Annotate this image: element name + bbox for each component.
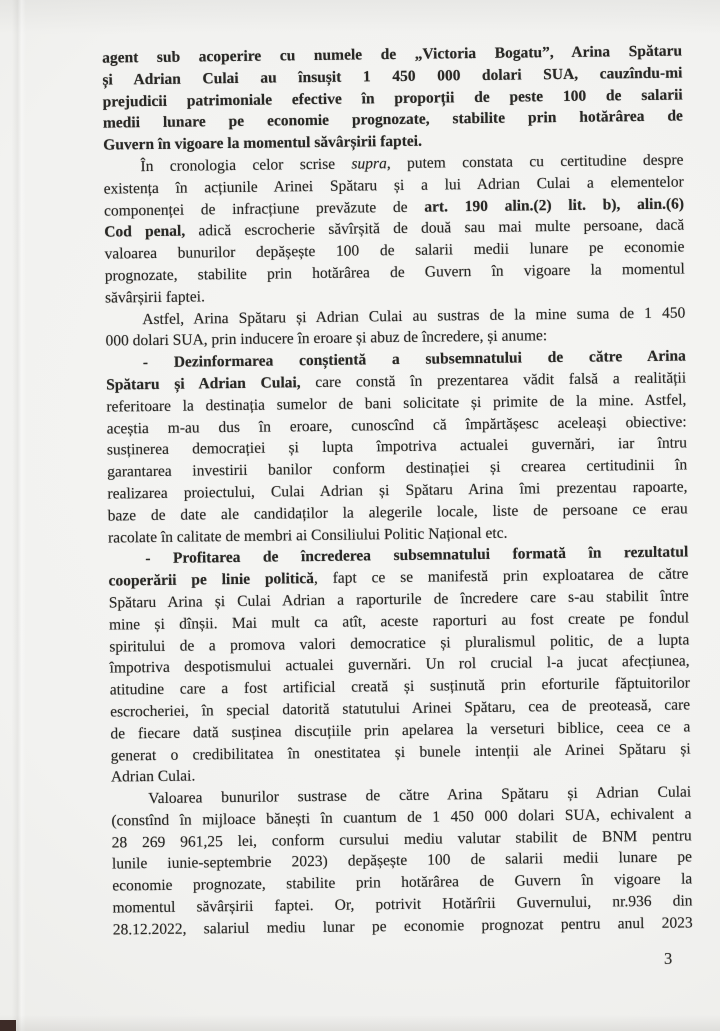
- text-segment: Cod penal,: [104, 222, 186, 241]
- text-segment: prognozate, stabilite prin hotărârea de Guvern în vigoare la momentul: [104, 260, 685, 285]
- text-segment: 28.12.2022, salariul mediu lunar pe economie prognozat pentru anul 2023: [112, 914, 693, 939]
- text-segment: Spătaru și Adrian Culai,: [106, 374, 301, 394]
- text-segment: Adrian Culai.: [110, 767, 196, 786]
- text-segment: , fapt ce se manifestă prin exploatarea de către: [313, 565, 689, 588]
- text-segment: Guvern în vigoare la momentul săvârșirii faptei.: [103, 132, 423, 154]
- text-segment: săvârșirii faptei.: [104, 288, 206, 307]
- text-segment: Valoarea bunurilor sustrase de către Arina Spătaru și Adrian Culai: [148, 783, 692, 808]
- text-segment: realizarea proiectului, Culai Adrian și Spătaru Arina îmi prezentau rapoarte,: [107, 478, 688, 503]
- scan-top-shadow: [0, 0, 720, 34]
- text-segment: (constînd în mijloace bănești în cuantum de 1 450 000 dolari SUA, echivalent a: [111, 805, 692, 830]
- text-segment: valoarea bunurilor depășește 100 de salarii medii lunare pe economie: [104, 238, 685, 263]
- text-segment: 000 dolari SUA, prin inducere în eroare și abuz de încredere, și anume:: [105, 327, 548, 350]
- text-segment: și Adrian Culai au însușit 1 450 000 dolari SUA, cauzîndu-mi: [102, 64, 683, 89]
- text-segment: garantarea investirii banilor conform destinației și crearea certitudinii în: [107, 456, 688, 481]
- text-segment: În cronologia celor scrise: [140, 155, 352, 176]
- paragraph-6: [111, 782, 693, 942]
- text-segment: de fiecare dată susținea discuțiile prin apelarea la verseturi biblice, ceea ce a: [110, 718, 691, 743]
- text-segment: Spătaru Arina și Culai Adrian a raporturile de încredere care s-au stabilit între: [108, 587, 689, 612]
- text-segment: art. 190 alin.(2) lit. b), alin.(6): [424, 195, 685, 216]
- text-segment: spiritului de a promova valori democratice și pluralismul politic, de a lupta: [109, 630, 690, 656]
- paragraph-5: [108, 542, 691, 789]
- scan-bottom-shadow: [0, 1015, 720, 1031]
- text-segment: generat o credibilitatea în onestitatea și bunele intenții ale Arinei Spătaru și: [110, 739, 691, 765]
- paragraph-2: [103, 149, 685, 309]
- text-segment: 28 269 961,25 lei, conform cursului mediu valutar stabilit de BNM pentru: [111, 827, 692, 852]
- text-segment: adică escrocherie săvîrșită de două sau mai multe persoane, dacă: [185, 216, 685, 240]
- text-segment: racolate în calitate de membri ai Consiliului Politic Național etc.: [107, 524, 508, 547]
- text-segment: Astfel, Arina Spătaru și Adrian Culai au sustras de la mine suma de 1 450: [142, 304, 686, 328]
- text-segment: agent sub acoperire cu numele de „Victoria Bogatu”, Arina Spătaru: [102, 42, 683, 67]
- text-segment: aceștia m-au dus în eroare, cunoscînd că împărtășesc aceleași obiective:: [106, 413, 687, 438]
- text-segment: momentul săvârșirii faptei. Or, potrivit Hotărîrii Guvernului, nr.936 din: [112, 892, 693, 917]
- text-segment: baze de date ale candidaților la alegerile locale, liste de persoane ce erau: [107, 500, 688, 525]
- document-text-block: [102, 40, 693, 941]
- text-segment: existența în acțiunile Arinei Spătaru și a lui Adrian Culai a elementelor: [103, 173, 684, 198]
- paragraph-3: [105, 302, 685, 353]
- text-segment: escrocheriei, în special datorită statutului Arinei Spătaru, cea de preoteasă, care: [110, 696, 691, 721]
- text-segment: referitoare la destinația sumelor de bani solicitate și primite de la mine. Astfel,: [106, 391, 687, 416]
- scan-corner-artifact: [0, 1020, 16, 1031]
- text-segment: cooperării pe linie politică: [108, 570, 315, 590]
- text-segment: împotriva despotismului actualei guvernări. Un rol crucial l-a jucat afecțiunea,: [109, 652, 690, 677]
- paragraph-4: [106, 346, 688, 549]
- paragraph-1: [102, 40, 683, 156]
- text-segment: supra: [351, 155, 387, 173]
- page-crease: [12, 0, 26, 1031]
- text-segment: prejudicii patrimoniale efective în proporții de peste 100 de salarii: [102, 86, 683, 111]
- text-segment: , putem constata cu certitudine despre: [386, 151, 684, 173]
- text-segment: atitudine care a fost artificial creată și susținută prin eforturile făptuitorilor: [109, 674, 690, 699]
- text-segment: susținerea democrației și lupta împotriva actualei guvernări, iar întru: [106, 434, 687, 459]
- page-number: 3: [664, 949, 673, 968]
- text-segment: componenței de infracțiune prevăzute de: [103, 198, 425, 220]
- text-segment: medii lunare pe economie prognozate, stabilite prin hotărârea de: [102, 107, 684, 132]
- text-segment: economie prognozate, stabilite prin hotărârea de Guvern în vigoare la: [112, 870, 693, 895]
- text-segment: mine și dînșii. Mai mult ca atît, aceste raporturi au fost create pe fondul: [108, 609, 690, 634]
- text-segment: care constă în prezentarea vădit falsă a realității: [300, 369, 687, 392]
- text-segment: - Profitarea de încrederea subsemnatului formată în rezultatul: [145, 543, 689, 568]
- text-segment: - Dezinformarea conștientă a subsemnatului de către Arina: [142, 347, 686, 372]
- text-segment: lunile iunie-septembrie 2023) depășește 100 de salarii medii lunare pe: [111, 848, 693, 874]
